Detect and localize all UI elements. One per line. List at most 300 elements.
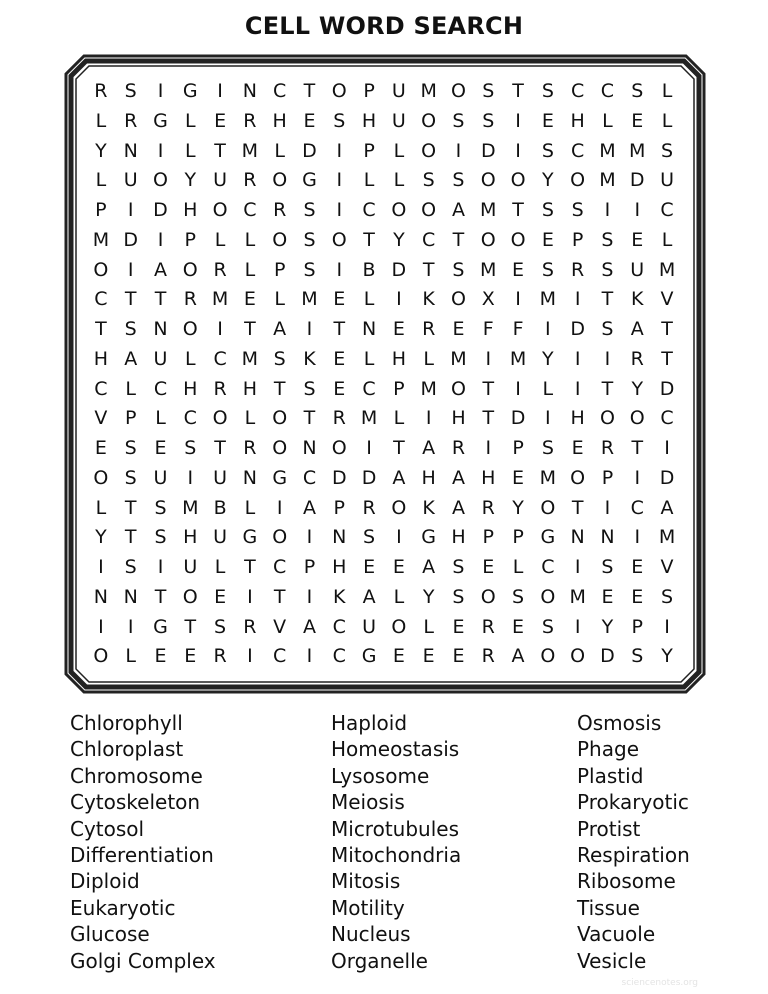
grid-letter[interactable]: A bbox=[630, 318, 644, 340]
grid-letter[interactable]: I bbox=[515, 288, 521, 311]
grid-letter[interactable]: H bbox=[93, 347, 109, 370]
grid-letter[interactable]: E bbox=[601, 585, 614, 608]
grid-letter[interactable]: H bbox=[451, 407, 466, 430]
grid-letter[interactable]: T bbox=[482, 377, 495, 400]
grid-letter[interactable]: P bbox=[363, 80, 375, 102]
grid-letter[interactable]: D bbox=[659, 466, 675, 489]
grid-letter[interactable]: I bbox=[247, 585, 253, 608]
grid-letter[interactable]: A bbox=[451, 496, 465, 519]
grid-letter[interactable]: V bbox=[94, 407, 108, 430]
grid-letter[interactable]: D bbox=[510, 407, 526, 430]
grid-letter[interactable]: M bbox=[658, 526, 676, 549]
grid-letter[interactable]: T bbox=[95, 318, 107, 340]
grid-letter[interactable]: E bbox=[94, 437, 107, 459]
grid-letter[interactable]: L bbox=[95, 496, 107, 519]
grid-letter[interactable]: I bbox=[276, 496, 283, 519]
grid-letter[interactable]: L bbox=[214, 228, 226, 251]
grid-letter[interactable]: A bbox=[422, 556, 436, 578]
grid-letter[interactable]: R bbox=[243, 109, 257, 132]
grid-letter[interactable]: S bbox=[333, 109, 346, 132]
grid-letter[interactable]: U bbox=[213, 169, 228, 192]
grid-letter[interactable]: N bbox=[153, 318, 168, 340]
grid-letter[interactable]: D bbox=[123, 228, 139, 251]
grid-letter[interactable]: I bbox=[634, 199, 641, 221]
grid-letter[interactable]: S bbox=[452, 585, 465, 608]
grid-letter[interactable]: C bbox=[630, 496, 644, 519]
grid-letter[interactable]: R bbox=[451, 437, 466, 459]
grid-letter[interactable]: A bbox=[153, 258, 167, 281]
grid-letter[interactable]: B bbox=[213, 496, 227, 519]
grid-letter[interactable]: I bbox=[98, 615, 104, 638]
grid-letter[interactable]: U bbox=[153, 347, 168, 370]
grid-letter[interactable]: O bbox=[391, 496, 407, 519]
grid-letter[interactable]: E bbox=[512, 258, 525, 281]
grid-letter[interactable]: A bbox=[273, 318, 287, 340]
grid-letter[interactable]: L bbox=[363, 169, 375, 192]
grid-letter[interactable]: E bbox=[154, 437, 167, 459]
grid-letter[interactable]: E bbox=[541, 228, 554, 251]
grid-letter[interactable]: A bbox=[451, 199, 465, 221]
grid-letter[interactable]: T bbox=[273, 585, 286, 608]
grid-letter[interactable]: L bbox=[184, 347, 196, 370]
grid-letter[interactable]: E bbox=[631, 556, 644, 578]
grid-letter[interactable]: I bbox=[574, 288, 581, 311]
grid-letter[interactable]: T bbox=[661, 318, 673, 340]
grid-letter[interactable]: U bbox=[660, 169, 674, 192]
grid-letter[interactable]: O bbox=[570, 169, 586, 192]
grid-letter[interactable]: U bbox=[153, 466, 168, 489]
grid-letter[interactable]: L bbox=[184, 109, 196, 132]
grid-letter[interactable]: E bbox=[363, 556, 376, 578]
grid-letter[interactable]: O bbox=[153, 169, 168, 192]
grid-letter[interactable]: P bbox=[601, 466, 614, 489]
grid-letter[interactable]: T bbox=[422, 258, 435, 281]
grid-letter[interactable]: L bbox=[542, 377, 554, 400]
grid-letter[interactable]: H bbox=[570, 109, 585, 132]
grid-letter[interactable]: L bbox=[95, 169, 107, 192]
grid-letter[interactable]: S bbox=[303, 228, 316, 251]
grid-letter[interactable]: A bbox=[362, 585, 376, 608]
grid-letter[interactable]: D bbox=[659, 377, 675, 400]
grid-letter[interactable]: S bbox=[154, 526, 167, 549]
grid-letter[interactable]: S bbox=[124, 437, 137, 459]
grid-letter[interactable]: Y bbox=[542, 347, 554, 370]
grid-letter[interactable]: Y bbox=[393, 228, 405, 251]
grid-letter[interactable]: L bbox=[363, 347, 375, 370]
grid-letter[interactable]: C bbox=[213, 347, 227, 370]
grid-letter[interactable]: R bbox=[630, 347, 644, 370]
grid-letter[interactable]: T bbox=[482, 407, 495, 430]
grid-letter[interactable]: T bbox=[452, 228, 465, 251]
grid-letter[interactable]: G bbox=[153, 109, 168, 132]
grid-letter[interactable]: R bbox=[213, 377, 227, 400]
grid-letter[interactable]: K bbox=[631, 288, 644, 311]
grid-letter[interactable]: S bbox=[482, 109, 495, 132]
grid-letter[interactable]: T bbox=[333, 318, 346, 340]
grid-letter[interactable]: P bbox=[303, 556, 316, 578]
grid-letter[interactable]: C bbox=[541, 556, 555, 578]
grid-letter[interactable]: N bbox=[93, 585, 108, 608]
grid-letter[interactable]: M bbox=[629, 139, 646, 162]
grid-letter[interactable]: M bbox=[92, 228, 110, 251]
grid-letter[interactable]: L bbox=[661, 228, 673, 251]
grid-letter[interactable]: A bbox=[511, 645, 525, 668]
grid-letter[interactable]: C bbox=[332, 615, 346, 638]
grid-letter[interactable]: T bbox=[303, 80, 316, 102]
grid-letter[interactable]: U bbox=[391, 80, 406, 102]
grid-letter[interactable]: A bbox=[302, 615, 316, 638]
grid-letter[interactable]: H bbox=[481, 466, 496, 489]
grid-letter[interactable]: T bbox=[214, 139, 226, 162]
grid-letter[interactable]: I bbox=[604, 496, 611, 519]
grid-letter[interactable]: M bbox=[539, 288, 557, 311]
grid-letter[interactable]: I bbox=[634, 466, 641, 489]
grid-letter[interactable]: M bbox=[509, 347, 527, 370]
grid-letter[interactable]: O bbox=[540, 645, 556, 668]
grid-letter[interactable]: V bbox=[273, 615, 287, 638]
grid-letter[interactable]: A bbox=[124, 347, 138, 370]
grid-letter[interactable]: C bbox=[302, 466, 317, 489]
grid-letter[interactable]: T bbox=[124, 288, 137, 311]
grid-letter[interactable]: V bbox=[660, 288, 674, 311]
grid-letter[interactable]: T bbox=[124, 496, 137, 519]
grid-letter[interactable]: C bbox=[362, 377, 376, 400]
grid-letter[interactable]: L bbox=[214, 556, 226, 578]
grid-letter[interactable]: O bbox=[510, 228, 526, 251]
grid-letter[interactable]: H bbox=[570, 407, 585, 430]
grid-letter[interactable]: I bbox=[306, 645, 313, 668]
grid-letter[interactable]: L bbox=[244, 258, 256, 281]
grid-letter[interactable]: S bbox=[541, 139, 554, 162]
grid-letter[interactable]: T bbox=[184, 615, 197, 638]
grid-letter[interactable]: T bbox=[363, 228, 375, 251]
grid-letter[interactable]: S bbox=[124, 80, 137, 102]
grid-letter[interactable]: H bbox=[451, 526, 466, 549]
grid-letter[interactable]: E bbox=[452, 645, 465, 668]
grid-letter[interactable]: U bbox=[123, 169, 138, 192]
grid-letter[interactable]: H bbox=[183, 377, 198, 400]
grid-letter[interactable]: O bbox=[421, 109, 437, 132]
grid-letter[interactable]: S bbox=[124, 318, 137, 340]
grid-letter[interactable]: I bbox=[574, 377, 581, 400]
grid-letter[interactable]: L bbox=[244, 496, 256, 519]
grid-letter[interactable]: M bbox=[599, 139, 616, 162]
grid-letter[interactable]: C bbox=[273, 80, 287, 102]
grid-letter[interactable]: O bbox=[272, 228, 288, 251]
grid-letter[interactable]: S bbox=[541, 258, 554, 281]
grid-letter[interactable]: I bbox=[306, 318, 313, 340]
grid-letter[interactable]: M bbox=[360, 407, 378, 430]
grid-letter[interactable]: H bbox=[421, 466, 436, 489]
grid-letter[interactable]: L bbox=[274, 139, 285, 162]
grid-letter[interactable]: E bbox=[422, 645, 435, 668]
grid-letter[interactable]: N bbox=[302, 437, 317, 459]
grid-letter[interactable]: L bbox=[244, 407, 256, 430]
grid-letter[interactable]: G bbox=[242, 526, 258, 549]
grid-letter[interactable]: S bbox=[124, 466, 137, 489]
grid-letter[interactable]: O bbox=[182, 258, 198, 281]
grid-letter[interactable]: G bbox=[272, 466, 288, 489]
grid-letter[interactable]: I bbox=[247, 645, 253, 668]
grid-letter[interactable]: O bbox=[93, 258, 109, 281]
grid-letter[interactable]: G bbox=[421, 526, 437, 549]
grid-letter[interactable]: I bbox=[336, 258, 343, 281]
grid-letter[interactable]: X bbox=[481, 288, 495, 311]
grid-letter[interactable]: H bbox=[332, 556, 347, 578]
grid-letter[interactable]: D bbox=[331, 466, 347, 489]
grid-letter[interactable]: C bbox=[660, 199, 674, 221]
grid-letter[interactable]: O bbox=[570, 645, 586, 668]
grid-letter[interactable]: P bbox=[333, 496, 345, 519]
grid-letter[interactable]: I bbox=[366, 437, 372, 459]
grid-letter[interactable]: M bbox=[241, 139, 259, 162]
grid-letter[interactable]: C bbox=[422, 228, 436, 251]
grid-letter[interactable]: P bbox=[124, 407, 137, 430]
grid-letter[interactable]: Y bbox=[422, 585, 435, 608]
grid-letter[interactable]: T bbox=[124, 526, 137, 549]
grid-letter[interactable]: S bbox=[124, 556, 137, 578]
grid-letter[interactable]: S bbox=[452, 169, 465, 192]
grid-letter[interactable]: M bbox=[480, 258, 497, 281]
grid-letter[interactable]: I bbox=[396, 526, 402, 549]
grid-letter[interactable]: D bbox=[629, 169, 645, 192]
grid-letter[interactable]: G bbox=[182, 80, 198, 102]
grid-letter[interactable]: M bbox=[539, 466, 557, 489]
grid-letter[interactable]: U bbox=[391, 109, 406, 132]
grid-letter[interactable]: R bbox=[243, 437, 257, 459]
grid-letter[interactable]: M bbox=[420, 80, 437, 102]
grid-letter[interactable]: O bbox=[540, 585, 556, 608]
grid-letter[interactable]: L bbox=[95, 109, 107, 132]
grid-letter[interactable]: O bbox=[599, 407, 615, 430]
grid-letter[interactable]: B bbox=[362, 258, 376, 281]
grid-letter[interactable]: E bbox=[571, 437, 584, 459]
grid-letter[interactable]: N bbox=[361, 318, 377, 340]
grid-letter[interactable]: R bbox=[481, 615, 495, 638]
grid-letter[interactable]: L bbox=[393, 139, 405, 162]
grid-letter[interactable]: E bbox=[631, 228, 644, 251]
grid-letter[interactable]: R bbox=[213, 258, 227, 281]
grid-letter[interactable]: P bbox=[571, 228, 584, 251]
grid-letter[interactable]: O bbox=[629, 407, 645, 430]
grid-letter[interactable]: I bbox=[545, 318, 551, 340]
grid-letter[interactable]: O bbox=[421, 199, 437, 221]
grid-letter[interactable]: F bbox=[482, 318, 494, 340]
grid-letter[interactable]: R bbox=[362, 496, 376, 519]
grid-letter[interactable]: Y bbox=[95, 139, 107, 162]
grid-letter[interactable]: L bbox=[661, 80, 673, 102]
grid-letter[interactable]: L bbox=[125, 377, 136, 400]
grid-letter[interactable]: O bbox=[93, 645, 109, 668]
grid-letter[interactable]: N bbox=[123, 585, 138, 608]
grid-letter[interactable]: M bbox=[569, 585, 586, 608]
grid-letter[interactable]: I bbox=[306, 585, 313, 608]
grid-letter[interactable]: D bbox=[153, 199, 168, 221]
grid-letter[interactable]: D bbox=[302, 139, 317, 162]
grid-letter[interactable]: P bbox=[184, 228, 197, 251]
grid-letter[interactable]: O bbox=[93, 466, 109, 489]
grid-letter[interactable]: N bbox=[242, 466, 257, 489]
grid-letter[interactable]: O bbox=[480, 228, 496, 251]
grid-letter[interactable]: I bbox=[545, 407, 551, 430]
grid-letter[interactable]: Y bbox=[542, 169, 554, 192]
grid-letter[interactable]: S bbox=[601, 556, 614, 578]
grid-letter[interactable]: E bbox=[541, 109, 554, 132]
grid-letter[interactable]: I bbox=[574, 615, 581, 638]
grid-letter[interactable]: E bbox=[392, 645, 405, 668]
grid-letter[interactable]: L bbox=[184, 139, 196, 162]
grid-letter[interactable]: O bbox=[391, 615, 407, 638]
grid-letter[interactable]: O bbox=[570, 466, 586, 489]
grid-letter[interactable]: S bbox=[303, 199, 316, 221]
grid-letter[interactable]: O bbox=[212, 407, 228, 430]
grid-letter[interactable]: I bbox=[187, 466, 194, 489]
grid-letter[interactable]: O bbox=[272, 169, 288, 192]
grid-letter[interactable]: S bbox=[154, 496, 167, 519]
grid-letter[interactable]: I bbox=[157, 139, 164, 162]
grid-letter[interactable]: E bbox=[333, 377, 346, 400]
grid-letter[interactable]: G bbox=[540, 526, 556, 549]
grid-letter[interactable]: P bbox=[631, 615, 643, 638]
grid-letter[interactable]: O bbox=[182, 318, 198, 340]
grid-letter[interactable]: I bbox=[336, 139, 343, 162]
grid-letter[interactable]: Y bbox=[512, 496, 524, 519]
grid-letter[interactable]: U bbox=[630, 258, 645, 281]
grid-letter[interactable]: S bbox=[303, 258, 316, 281]
grid-letter[interactable]: A bbox=[422, 437, 436, 459]
grid-letter[interactable]: U bbox=[362, 615, 377, 638]
grid-letter[interactable]: I bbox=[336, 199, 343, 221]
grid-letter[interactable]: N bbox=[600, 526, 615, 549]
grid-letter[interactable]: O bbox=[540, 496, 556, 519]
grid-letter[interactable]: I bbox=[127, 615, 134, 638]
grid-letter[interactable]: L bbox=[155, 407, 166, 430]
grid-letter[interactable]: S bbox=[541, 199, 554, 221]
grid-letter[interactable]: I bbox=[425, 407, 432, 430]
grid-letter[interactable]: L bbox=[274, 288, 285, 311]
grid-letter[interactable]: P bbox=[482, 526, 494, 549]
grid-letter[interactable]: A bbox=[392, 466, 406, 489]
grid-letter[interactable]: K bbox=[422, 496, 435, 519]
grid-letter[interactable]: H bbox=[242, 377, 258, 400]
grid-letter[interactable]: K bbox=[422, 288, 435, 311]
grid-letter[interactable]: T bbox=[661, 347, 673, 370]
grid-letter[interactable]: I bbox=[127, 258, 134, 281]
grid-letter[interactable]: L bbox=[393, 169, 405, 192]
grid-letter[interactable]: S bbox=[452, 258, 465, 281]
grid-letter[interactable]: R bbox=[213, 645, 227, 668]
grid-letter[interactable]: C bbox=[153, 377, 168, 400]
grid-letter[interactable]: M bbox=[301, 288, 318, 311]
grid-letter[interactable]: C bbox=[183, 407, 197, 430]
grid-letter[interactable]: I bbox=[485, 437, 492, 459]
grid-letter[interactable]: C bbox=[571, 139, 585, 162]
grid-letter[interactable]: I bbox=[634, 526, 641, 549]
grid-letter[interactable]: M bbox=[241, 347, 259, 370]
grid-letter[interactable]: M bbox=[599, 169, 616, 192]
grid-letter[interactable]: S bbox=[482, 80, 495, 102]
grid-letter[interactable]: I bbox=[127, 199, 134, 221]
grid-letter[interactable]: S bbox=[601, 318, 614, 340]
grid-letter[interactable]: I bbox=[604, 347, 611, 370]
grid-letter[interactable]: E bbox=[333, 347, 346, 370]
grid-letter[interactable]: T bbox=[393, 437, 405, 459]
grid-letter[interactable]: R bbox=[332, 407, 346, 430]
grid-letter[interactable]: K bbox=[303, 347, 316, 370]
grid-letter[interactable]: U bbox=[183, 556, 198, 578]
grid-letter[interactable]: P bbox=[273, 258, 286, 281]
grid-letter[interactable]: H bbox=[183, 526, 198, 549]
grid-letter[interactable]: P bbox=[512, 437, 524, 459]
grid-letter[interactable]: M bbox=[450, 347, 467, 370]
grid-letter[interactable]: I bbox=[664, 615, 670, 638]
grid-letter[interactable]: S bbox=[541, 615, 554, 638]
grid-letter[interactable]: L bbox=[661, 109, 673, 132]
grid-letter[interactable]: H bbox=[183, 199, 198, 221]
grid-letter[interactable]: T bbox=[601, 377, 614, 400]
grid-letter[interactable]: R bbox=[243, 169, 257, 192]
grid-letter[interactable]: D bbox=[361, 466, 377, 489]
grid-letter[interactable]: E bbox=[154, 645, 167, 668]
grid-letter[interactable]: T bbox=[601, 288, 614, 311]
grid-letter[interactable]: R bbox=[571, 258, 585, 281]
grid-letter[interactable]: O bbox=[182, 585, 198, 608]
grid-letter[interactable]: L bbox=[363, 288, 375, 311]
grid-letter[interactable]: O bbox=[450, 288, 466, 311]
grid-letter[interactable]: M bbox=[182, 496, 199, 519]
grid-letter[interactable]: O bbox=[272, 437, 288, 459]
grid-letter[interactable]: O bbox=[272, 407, 288, 430]
grid-letter[interactable]: H bbox=[361, 109, 377, 132]
grid-letter[interactable]: T bbox=[512, 199, 524, 221]
grid-letter[interactable]: I bbox=[336, 169, 343, 192]
grid-letter[interactable]: C bbox=[94, 288, 108, 311]
grid-letter[interactable]: O bbox=[480, 169, 496, 192]
grid-letter[interactable]: T bbox=[244, 556, 256, 578]
grid-letter[interactable]: S bbox=[541, 80, 554, 102]
grid-letter[interactable]: H bbox=[391, 347, 407, 370]
grid-letter[interactable]: I bbox=[98, 556, 104, 578]
grid-letter[interactable]: I bbox=[157, 80, 164, 102]
grid-letter[interactable]: C bbox=[600, 80, 615, 102]
grid-letter[interactable]: Y bbox=[661, 645, 673, 668]
grid-letter[interactable]: E bbox=[333, 288, 346, 311]
grid-letter[interactable]: N bbox=[123, 139, 138, 162]
grid-letter[interactable]: I bbox=[515, 377, 521, 400]
grid-letter[interactable]: G bbox=[153, 615, 168, 638]
grid-letter[interactable]: D bbox=[391, 258, 407, 281]
grid-letter[interactable]: I bbox=[306, 526, 313, 549]
grid-letter[interactable]: I bbox=[664, 437, 670, 459]
grid-letter[interactable]: O bbox=[421, 139, 437, 162]
grid-letter[interactable]: S bbox=[184, 437, 197, 459]
grid-letter[interactable]: R bbox=[481, 645, 495, 668]
grid-letter[interactable]: V bbox=[660, 556, 674, 578]
grid-letter[interactable]: S bbox=[214, 615, 227, 638]
grid-letter[interactable]: A bbox=[451, 466, 465, 489]
grid-letter[interactable]: I bbox=[604, 199, 611, 221]
grid-letter[interactable]: P bbox=[363, 139, 375, 162]
grid-letter[interactable]: L bbox=[423, 615, 434, 638]
grid-letter[interactable]: I bbox=[485, 347, 492, 370]
grid-letter[interactable]: C bbox=[660, 407, 674, 430]
grid-letter[interactable]: S bbox=[452, 556, 465, 578]
grid-letter[interactable]: P bbox=[95, 199, 107, 221]
grid-letter[interactable]: R bbox=[600, 437, 615, 459]
grid-letter[interactable]: S bbox=[601, 228, 614, 251]
grid-letter[interactable]: A bbox=[302, 496, 316, 519]
grid-letter[interactable]: E bbox=[512, 466, 525, 489]
